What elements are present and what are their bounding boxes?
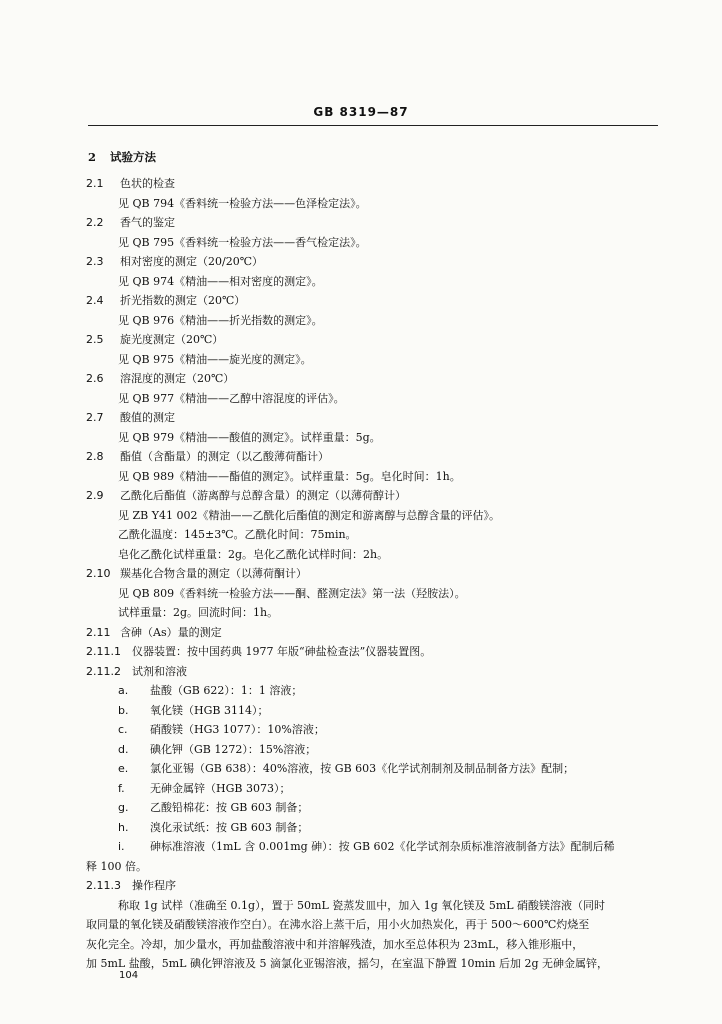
- clause-text: 皂化乙酰化试样重量：2g。皂化乙酰化试样时间：2h。: [118, 547, 389, 561]
- clause-text: 含砷（As）量的测定: [120, 625, 222, 639]
- clause-number: 2.3: [86, 255, 104, 268]
- clause-text: 砷标准溶液（1mL 含 0.001mg 砷）：按 GB 602《化学试剂杂质标准溶液制备方法》配制后稀: [150, 840, 615, 853]
- clause-text: 无砷金属锌（HGB 3073）；: [150, 781, 291, 795]
- clause-text: 见 QB 809《香料统一检验方法——酮、醛测定法》第一法（羟胺法）。: [118, 586, 466, 600]
- clause-text: 操作程序: [132, 879, 176, 892]
- text-line: [86, 411, 175, 425]
- clause-text: 溶混度的测定（20℃）: [120, 372, 235, 385]
- text-line: [118, 431, 381, 445]
- clause-text: 酸值的测定: [120, 411, 175, 424]
- text-line: [86, 333, 223, 347]
- text-line: [86, 957, 608, 971]
- text-line: [118, 801, 308, 815]
- clause-text: 乙酰化温度：145±3℃。乙酰化时间：75min。: [118, 528, 357, 541]
- clause-number: e.: [118, 762, 129, 775]
- clause-text: 旋光度测定（20℃）: [120, 333, 224, 346]
- clause-text: 见 QB 975《精油——旋光度的测定》。: [118, 352, 312, 366]
- text-line: [118, 723, 325, 737]
- clause-text: 酯值（含酯量）的测定（以乙酸薄荷酯计）: [120, 450, 329, 463]
- text-line: [118, 392, 345, 406]
- text-line: [86, 294, 245, 308]
- clause-text: 仪器装置：按中国药典 1977 年版“砷盐检查法”仪器装置图。: [132, 645, 432, 658]
- clause-number: b.: [118, 703, 129, 717]
- page-number: 104: [119, 970, 139, 981]
- text-line: [86, 938, 583, 952]
- text-line: [118, 821, 308, 835]
- clause-number: 2.8: [86, 450, 104, 463]
- text-line: [118, 704, 268, 718]
- clause-text: 盐酸（GB 622）：1：1 溶液；: [150, 684, 303, 697]
- clause-number: c.: [118, 723, 128, 736]
- clause-number: d.: [118, 742, 129, 756]
- clause-text: 氯化亚锡（GB 638）：40%溶液，按 GB 603《化学试剂制剂及制品制备方法》配制；: [150, 762, 575, 775]
- clause-text: 加 5mL 盐酸，5mL 碘化钾溶液及 5 滴氯化亚锡溶液，摇匀，在室温下静置 10min 后加 2g 无砷金属锌，: [86, 957, 609, 970]
- clause-text: 称取 1g 试样（准确至 0.1g），置于 50mL 瓷蒸发皿中，加入 1g 氧化镁及 5mL 硝酸镁溶液（同时: [118, 898, 606, 912]
- text-line: [118, 606, 278, 620]
- text-line: [118, 470, 461, 484]
- clause-text: 色状的检查: [120, 177, 175, 190]
- text-line: [118, 743, 316, 757]
- clause-text: 见 QB 977《精油——乙醇中溶混度的评估》。: [118, 391, 345, 405]
- text-line: [118, 528, 357, 542]
- text-line: [118, 548, 388, 562]
- clause-number: 2.11.2: [86, 664, 121, 678]
- clause-number: i.: [118, 840, 125, 853]
- clause-text: 见 QB 795《香料统一检验方法——香气检定法》。: [118, 235, 367, 249]
- text-line: [86, 567, 307, 581]
- text-line: [118, 197, 367, 211]
- clause-number: 2.11.3: [86, 879, 121, 892]
- text-line: [118, 840, 615, 854]
- clause-text: 折光指数的测定（20℃）: [120, 294, 246, 307]
- text-line: [118, 275, 323, 289]
- clause-text: 见 QB 989《精油——酯值的测定》。试样重量：5g。皂化时间：1h。: [118, 469, 461, 483]
- clause-number: 2.5: [86, 333, 104, 346]
- text-line: [86, 177, 175, 191]
- clause-number: a.: [118, 684, 129, 697]
- clause-number: 2.1: [86, 177, 104, 190]
- text-line: [118, 314, 323, 328]
- clause-number: 2.10: [86, 567, 111, 580]
- text-line: [118, 684, 302, 698]
- clause-number: 2.9: [86, 489, 104, 502]
- standard-code-header: GB 8319—87: [313, 105, 409, 119]
- clause-text: 灰化完全。冷却，加少量水，再加盐酸溶液中和并溶解残渣，加水至总体积为 23mL，移入锥形瓶中，: [86, 937, 584, 951]
- header-rule: [88, 125, 658, 126]
- text-line: [118, 762, 574, 776]
- text-line: [118, 899, 605, 913]
- text-line: [118, 353, 312, 367]
- clause-text: 相对密度的测定（20/20℃）: [120, 255, 264, 268]
- clause-text: 溴化汞试纸：按 GB 603 制备；: [150, 820, 309, 834]
- clause-text: 香气的鉴定: [120, 216, 175, 229]
- text-line: [86, 665, 187, 679]
- text-line: [86, 645, 431, 659]
- section-title: 试验方法: [110, 150, 157, 164]
- clause-text: 试样重量：2g。回流时间：1h。: [118, 606, 279, 619]
- clause-text: 乙酰化后酯值（游离醇与总醇含量）的测定（以薄荷醇计）: [120, 489, 406, 502]
- text-line: [118, 509, 500, 523]
- text-line: [86, 918, 589, 932]
- text-line: [86, 450, 329, 464]
- text-line: [118, 782, 290, 796]
- text-line: [86, 372, 234, 386]
- clause-number: 2.2: [86, 216, 104, 229]
- text-line: [86, 255, 263, 269]
- text-line: [86, 879, 176, 893]
- clause-number: 2.6: [86, 372, 104, 385]
- clause-number: g.: [118, 801, 129, 814]
- section-number: 2: [88, 150, 97, 164]
- clause-text: 见 ZB Y41 002《精油——乙酰化后酯值的测定和游离醇与总醇含量的评估》。: [118, 508, 500, 522]
- clause-number: 2.11.1: [86, 645, 121, 658]
- clause-text: 氧化镁（HGB 3114）；: [150, 703, 269, 717]
- text-line: [86, 489, 406, 503]
- clause-text: 见 QB 976《精油——折光指数的测定》。: [118, 313, 323, 327]
- text-line: [86, 216, 175, 230]
- clause-number: h.: [118, 820, 129, 834]
- clause-number: 2.4: [86, 294, 104, 307]
- text-line: [86, 860, 147, 874]
- clause-text: 硝酸镁（HG3 1077）：10%溶液；: [150, 723, 325, 736]
- clause-number: f.: [118, 781, 125, 795]
- clause-text: 见 QB 979《精油——酸值的测定》。试样重量：5g。: [118, 430, 381, 444]
- clause-text: 取同量的氧化镁及硝酸镁溶液作空白）。在沸水浴上蒸干后，用小火加热炭化，再于 500～600℃灼烧至: [86, 918, 590, 931]
- clause-text: 乙酸铅棉花：按 GB 603 制备；: [150, 801, 309, 814]
- clause-text: 碘化钾（GB 1272）：15%溶液；: [150, 742, 317, 756]
- text-line: [118, 587, 466, 601]
- clause-text: 见 QB 794《香料统一检验方法——色泽检定法》。: [118, 196, 367, 210]
- clause-text: 释 100 倍。: [86, 859, 147, 873]
- section-heading: [88, 150, 156, 164]
- clause-text: 羰基化合物含量的测定（以薄荷酮计）: [120, 567, 307, 580]
- text-line: [118, 236, 367, 250]
- clause-text: 见 QB 974《精油——相对密度的测定》。: [118, 274, 323, 288]
- text-line: [86, 626, 222, 640]
- clause-text: 试剂和溶液: [132, 664, 187, 678]
- clause-number: 2.7: [86, 411, 104, 424]
- clause-number: 2.11: [86, 625, 111, 639]
